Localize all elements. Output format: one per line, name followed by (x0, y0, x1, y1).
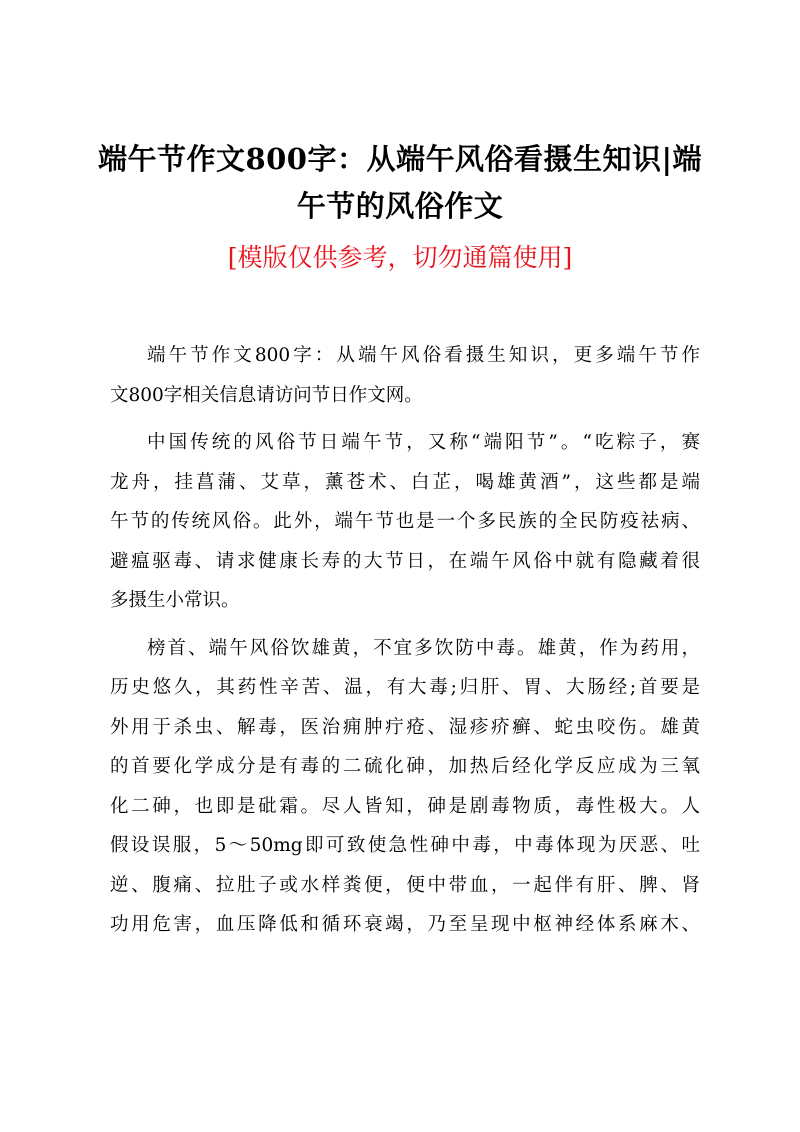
paragraph-line: 中国传统的风俗节日端午节，又称“端阳节”。“吃粽子，赛 (147, 432, 700, 453)
paragraph-line: 端午节作文800字：从端午风俗看摄生知识，更多端午节作 (147, 345, 700, 366)
paragraph-line: 龙舟，挂菖蒲、艾草，薰苍术、白芷，喝雄黄酒”，这些都是端 (110, 471, 700, 493)
paragraph-line: 功用危害，血压降低和循环衰竭，乃至呈现中枢神经体系麻木、 (110, 914, 700, 935)
paragraph-line: 榜首、端午风俗饮雄黄，不宜多饮防中毒。雄黄，作为药用， (147, 637, 700, 659)
document-body (110, 336, 700, 945)
paragraph-line: 历史悠久，其药性辛苦、温，有大毒;归肝、胃、大肠经;首要是 (110, 677, 700, 698)
paragraph-3 (110, 629, 700, 945)
paragraph-line: 化二砷，也即是砒霜。尽人皆知，砷是剧毒物质，毒性极大。人 (110, 795, 700, 817)
template-notice: [模版仅供参考，切勿通篇使用] (227, 243, 573, 272)
paragraph-line: 午节的传统风俗。此外，端午节也是一个多民族的全民防疫祛病、 (110, 511, 700, 532)
paragraph-line: 多摄生小常识。 (110, 590, 240, 611)
paragraph-line: 假设误服，5～50mg即可致使急性砷中毒，中毒体现为厌恶、吐 (110, 835, 700, 856)
paragraph-line: 避瘟驱毒、请求健康长寿的大节日，在端午风俗中就有隐藏着很 (110, 550, 700, 572)
paragraph-2 (110, 423, 700, 621)
paragraph-line: 的首要化学成分是有毒的二硫化砷，加热后经化学反应成为三氧 (110, 756, 700, 777)
document-title (95, 136, 705, 230)
paragraph-1 (110, 336, 700, 415)
paragraph-line: 文800字相关信息请访问节日作文网。 (110, 384, 423, 406)
title-line-1: 端午节作文800字：从端午风俗看摄生知识|端 (97, 142, 703, 176)
paragraph-line: 逆、腹痛、拉肚子或水样粪便，便中带血，一起伴有肝、脾、肾 (110, 874, 700, 896)
title-line-2: 午节的风俗作文 (296, 189, 504, 223)
paragraph-line: 外用于杀虫、解毒，医治痈肿疔疮、湿疹疥癣、蛇虫咬伤。雄黄 (110, 716, 700, 738)
